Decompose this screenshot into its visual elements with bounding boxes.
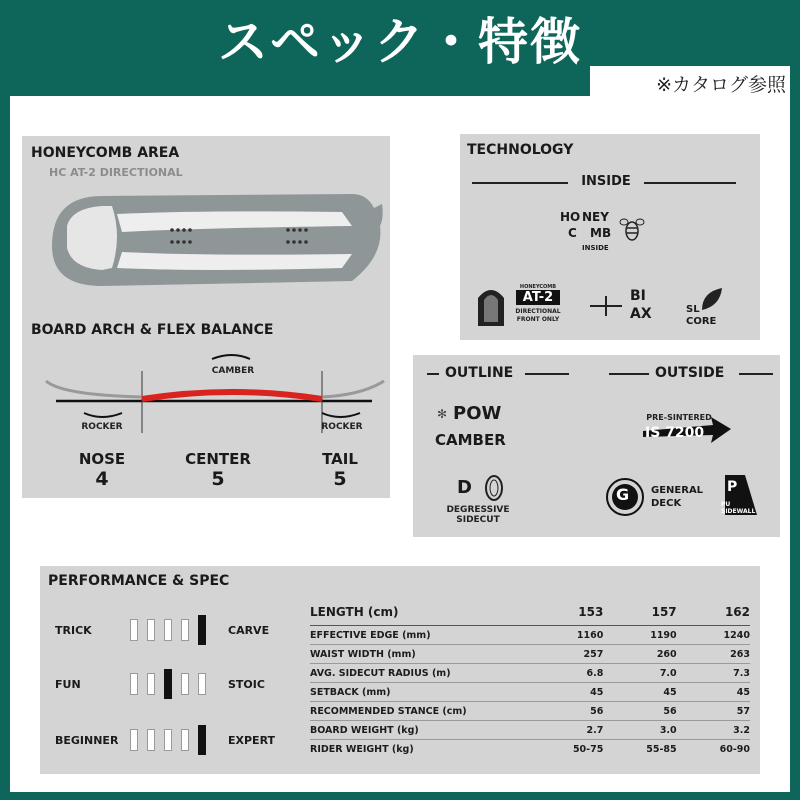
- table-cell: BOARD WEIGHT (kg): [310, 721, 530, 740]
- slider-right-label: EXPERT: [228, 734, 276, 747]
- pu-sidewall-label-1: PU: [721, 501, 731, 508]
- outside-rule-left: [609, 373, 649, 375]
- table-cell: 1190: [603, 626, 676, 645]
- slider-segment: [164, 619, 172, 641]
- slider-segment: [130, 673, 138, 695]
- flex-nose-value: 4: [95, 468, 109, 490]
- performance-title: PERFORMANCE & SPEC: [48, 573, 230, 589]
- table-cell: 50-75: [530, 740, 603, 759]
- table-row: [310, 721, 750, 740]
- spec-table: [310, 603, 750, 759]
- catalog-note: ※カタログ参照: [590, 66, 790, 100]
- slider-left-label: BEGINNER: [55, 734, 119, 747]
- table-cell: 56: [530, 702, 603, 721]
- arch-profile-diagram: [22, 351, 390, 451]
- slcore-label-1: SL: [686, 304, 700, 315]
- general-deck-label-2: DECK: [651, 498, 682, 509]
- table-row: [310, 683, 750, 702]
- table-row: [310, 702, 750, 721]
- table-cell: SETBACK (mm): [310, 683, 530, 702]
- table-cell: 260: [603, 645, 676, 664]
- table-cell: 7.0: [603, 664, 676, 683]
- outline-title: OUTLINE: [445, 365, 514, 381]
- inside-rule-right: [644, 182, 736, 184]
- slider-segment: [181, 729, 189, 751]
- table-cell: 56: [603, 702, 676, 721]
- spec-header-cell: 157: [603, 603, 676, 626]
- flex-tail-label: TAIL: [322, 450, 358, 468]
- outline-rule-right: [525, 373, 569, 375]
- arch-title: BOARD ARCH & FLEX BALANCE: [31, 322, 274, 338]
- spec-header-cell: LENGTH (cm): [310, 603, 530, 626]
- table-row: [310, 740, 750, 759]
- table-cell: RIDER WEIGHT (kg): [310, 740, 530, 759]
- degressive-icon: D: [457, 477, 472, 498]
- leaf-icon: [696, 284, 726, 314]
- honeycomb-arch-panel: [22, 136, 390, 498]
- slider-right-label: STOIC: [228, 678, 265, 691]
- at2-badge-main: AT-2: [516, 290, 560, 305]
- bee-icon: [620, 216, 644, 244]
- rocker-left-label: ROCKER: [81, 422, 123, 432]
- honeycomb-logo-text-1: HO: [560, 210, 581, 224]
- slider-segment: [198, 615, 206, 645]
- base-main-label: IS 7200: [645, 425, 705, 441]
- honeycomb-logo-text-2: NEY: [582, 210, 609, 224]
- board-top-view: [22, 186, 390, 296]
- board-profile-icon: [474, 282, 508, 328]
- at2-badge-line2: FRONT ONLY: [516, 316, 560, 323]
- at2-badge: [514, 284, 562, 326]
- table-row: [310, 664, 750, 683]
- table-cell: 6.8: [530, 664, 603, 683]
- table-cell: 263: [677, 645, 750, 664]
- page-title: スペック・特徴: [218, 13, 582, 71]
- outline-rule-left: [427, 373, 439, 375]
- slider-segment: [147, 729, 155, 751]
- table-cell: 2.7: [530, 721, 603, 740]
- snowflake-icon: ✻: [437, 407, 448, 421]
- spec-header-cell: 153: [530, 603, 603, 626]
- flex-nose-label: NOSE: [78, 450, 126, 468]
- flex-center-label: CENTER: [185, 450, 251, 468]
- table-row: [310, 645, 750, 664]
- camber-logo-label: CAMBER: [435, 431, 506, 449]
- table-cell: 45: [677, 683, 750, 702]
- pow-label: POW: [453, 403, 502, 424]
- slider-segment: [164, 729, 172, 751]
- table-cell: 55-85: [603, 740, 676, 759]
- pu-sidewall-label-2: SIDEWALL: [721, 508, 756, 515]
- outside-rule-right: [739, 373, 773, 375]
- base-top-label: PRE-SINTERED: [646, 413, 712, 422]
- technology-panel: [460, 134, 760, 340]
- table-cell: 60-90: [677, 740, 750, 759]
- honeycomb-inside-logo: [556, 206, 646, 276]
- spec-header-cell: 162: [677, 603, 750, 626]
- table-cell: WAIST WIDTH (mm): [310, 645, 530, 664]
- table-cell: RECOMMENDED STANCE (cm): [310, 702, 530, 721]
- technology-title: TECHNOLOGY: [467, 142, 574, 158]
- honeycomb-logo-text-4: MB: [590, 226, 612, 240]
- outline-outside-panel: [413, 355, 780, 537]
- at2-badge-line1: DIRECTIONAL: [515, 308, 561, 315]
- general-deck-label-1: GENERAL: [651, 485, 704, 496]
- slider-segment: [181, 619, 189, 641]
- table-cell: 1240: [677, 626, 750, 645]
- biax-label-1: BI: [630, 288, 646, 304]
- flex-tail-value: 5: [333, 468, 347, 490]
- spec-table-header: [310, 603, 750, 626]
- table-cell: 1160: [530, 626, 603, 645]
- honeycomb-logo-text-3: C: [568, 226, 577, 240]
- slider-left-label: FUN: [55, 678, 81, 691]
- outside-title: OUTSIDE: [655, 365, 725, 381]
- slider-segment: [181, 673, 189, 695]
- flex-center-value: 5: [211, 468, 225, 490]
- inside-label: INSIDE: [581, 174, 631, 189]
- sidecut-icon: [483, 475, 505, 501]
- slider-segment: [130, 619, 138, 641]
- table-cell: 7.3: [677, 664, 750, 683]
- degressive-label-1: DEGRESSIVE: [446, 505, 510, 515]
- table-cell: 57: [677, 702, 750, 721]
- slider-segment: [198, 725, 206, 755]
- honeycomb-logo-text-5: INSIDE: [582, 244, 609, 252]
- slider-segment: [164, 669, 172, 699]
- slider-left-label: TRICK: [55, 624, 92, 637]
- general-deck-mark: G: [616, 485, 630, 504]
- table-cell: AVG. SIDECUT RADIUS (m): [310, 664, 530, 683]
- honeycomb-title: HONEYCOMB AREA: [31, 145, 180, 161]
- rocker-right-label: ROCKER: [321, 422, 363, 432]
- biax-label-2: AX: [630, 306, 652, 322]
- at2-badge-top: HONEYCOMB: [519, 284, 557, 290]
- table-cell: EFFECTIVE EDGE (mm): [310, 626, 530, 645]
- slider-segment: [198, 673, 206, 695]
- table-cell: 257: [530, 645, 603, 664]
- slider-segment: [147, 673, 155, 695]
- table-cell: 3.2: [677, 721, 750, 740]
- pu-mark: P: [727, 479, 738, 495]
- slider-segment: [130, 729, 138, 751]
- honeycomb-subtitle: HC AT-2 DIRECTIONAL: [49, 166, 183, 179]
- table-cell: 45: [603, 683, 676, 702]
- table-row: [310, 626, 750, 645]
- inside-rule-left: [472, 182, 568, 184]
- slider-right-label: CARVE: [228, 624, 270, 637]
- table-cell: 45: [530, 683, 603, 702]
- camber-label: CAMBER: [211, 366, 255, 376]
- table-cell: 3.0: [603, 721, 676, 740]
- degressive-label-2: SIDECUT: [456, 515, 500, 525]
- slider-segment: [147, 619, 155, 641]
- biax-cross-icon: [590, 296, 622, 316]
- slcore-label-2: CORE: [686, 316, 717, 327]
